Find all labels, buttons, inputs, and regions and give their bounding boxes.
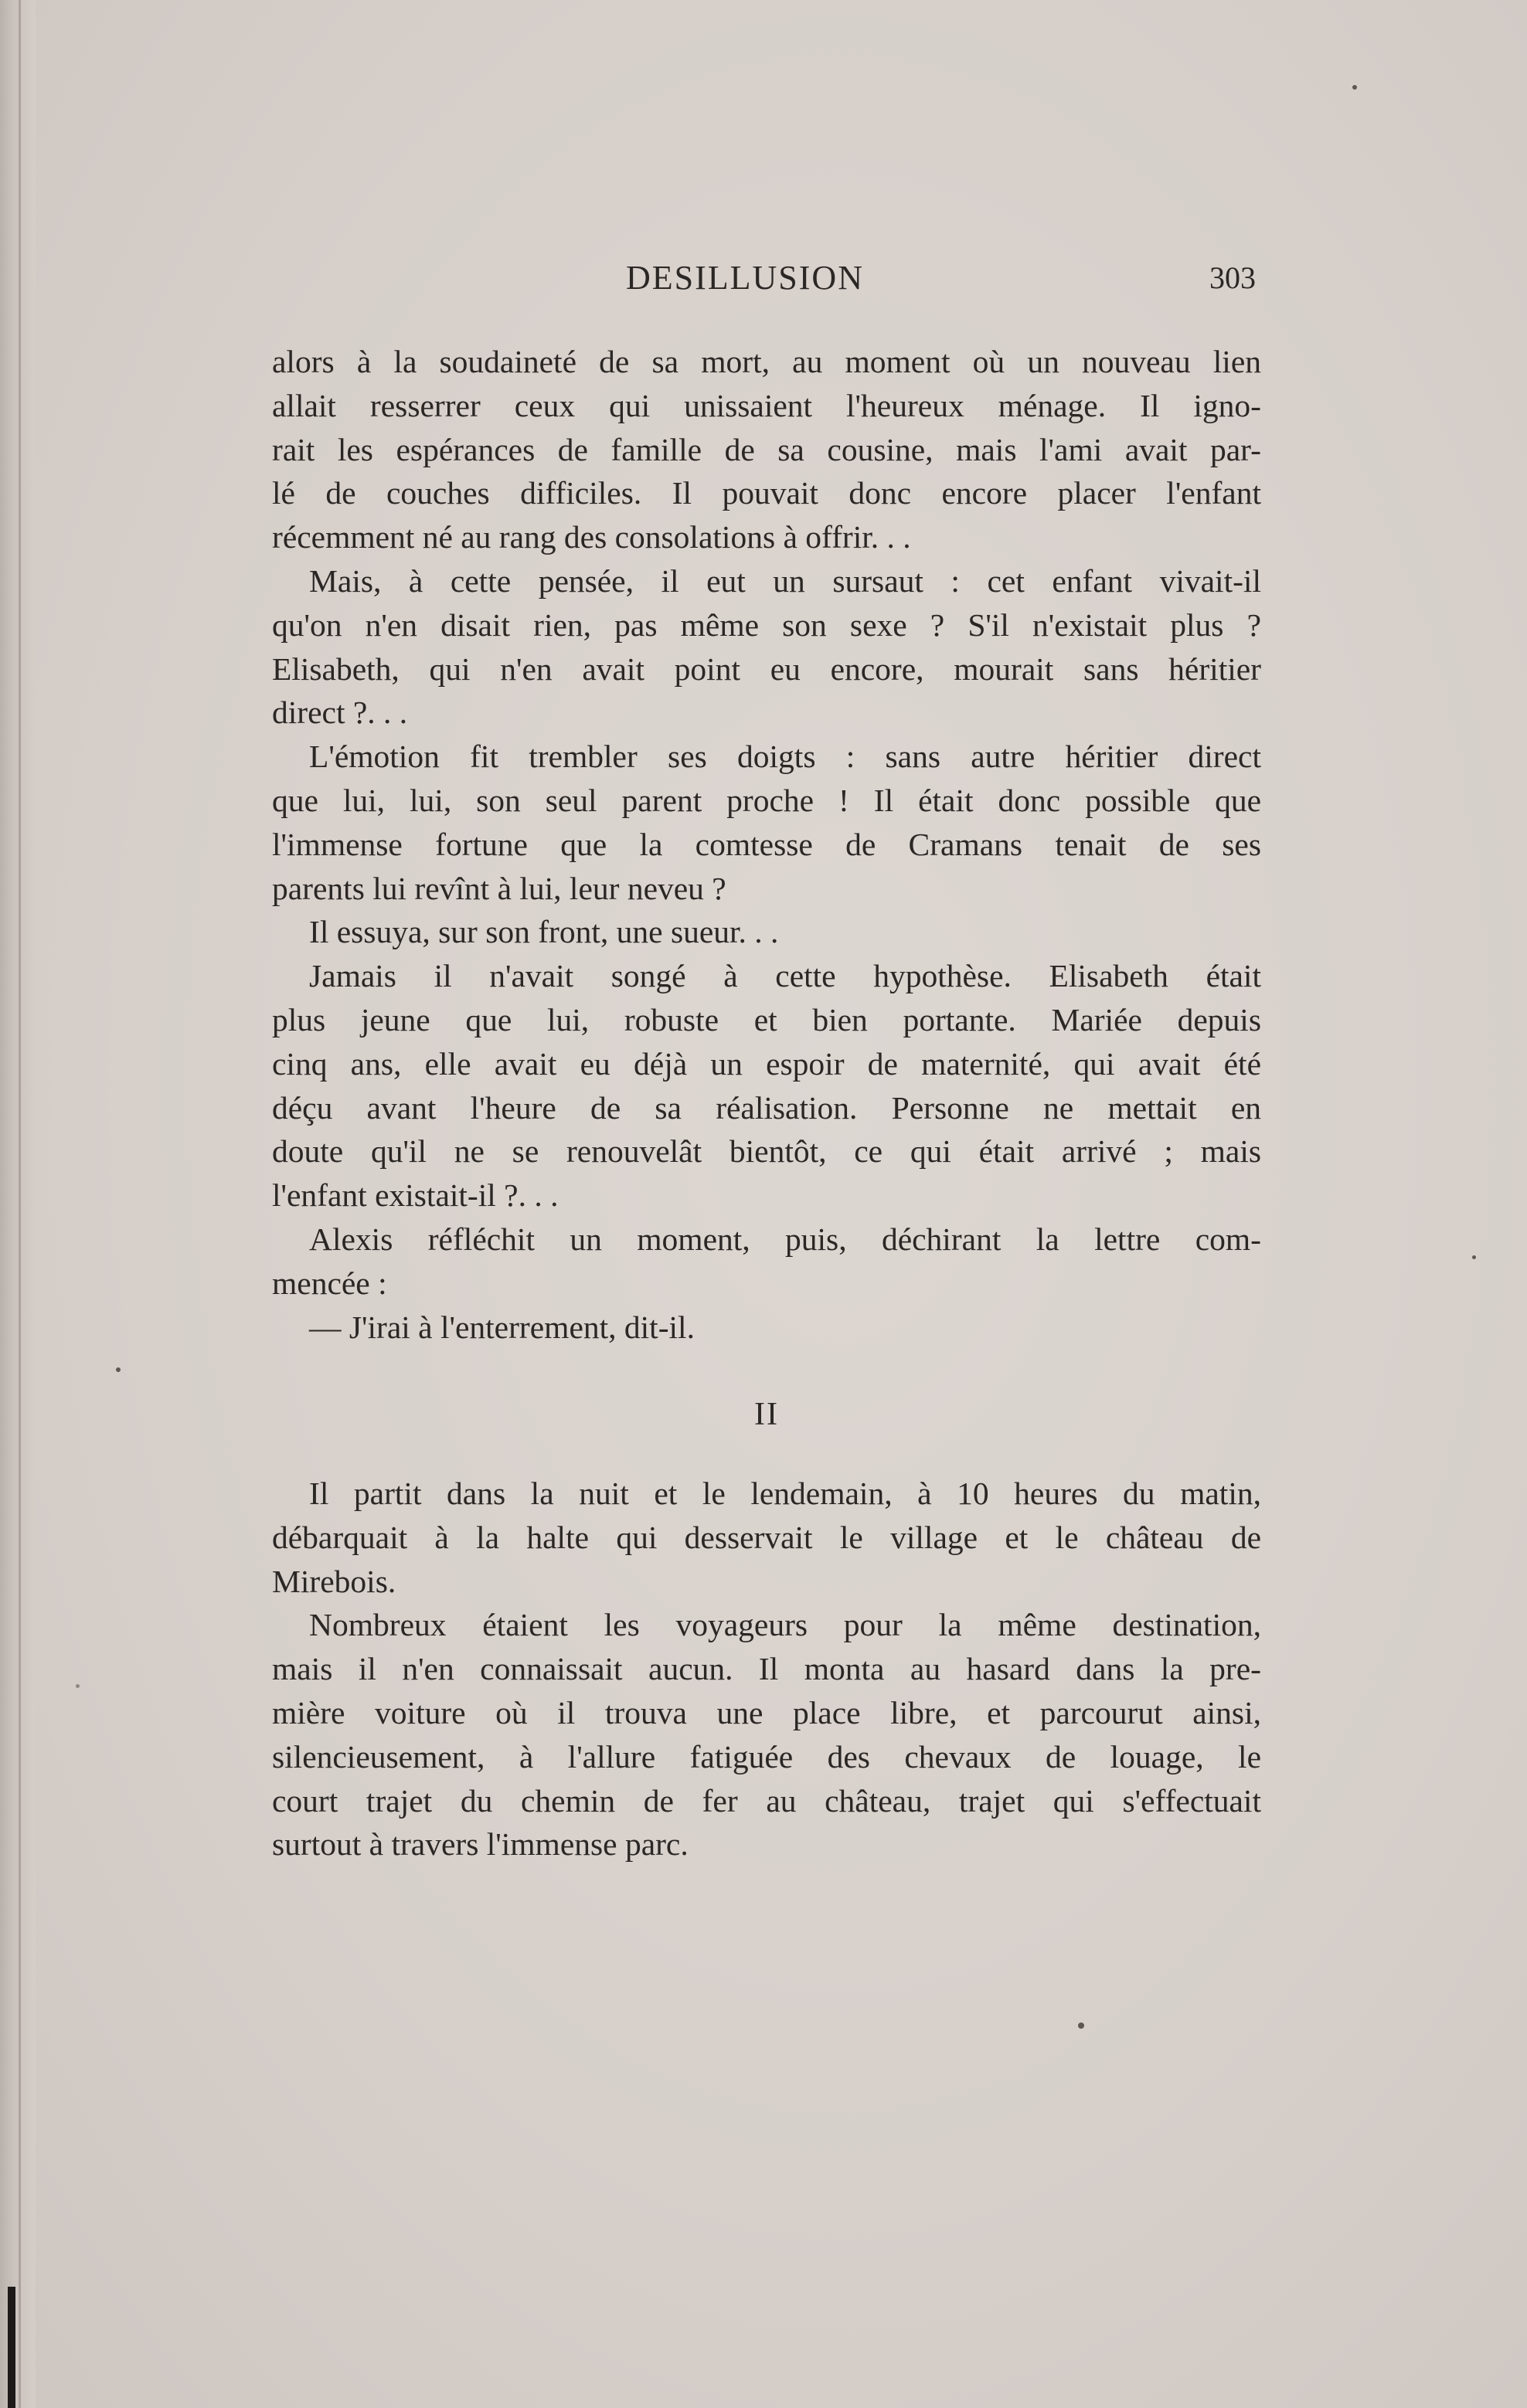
text-line: Alexis réfléchit un moment, puis, déchirant la lettre com- bbox=[309, 1221, 1261, 1257]
text-line: Elisabeth, qui n'en avait point eu encore, mourait sans héritier bbox=[272, 650, 1261, 687]
text-line: débarquait à la halte qui desservait le village et le château de bbox=[272, 1519, 1261, 1555]
paragraph bbox=[272, 1306, 1261, 1350]
text-line: doute qu'il ne se renouvelât bientôt, ce qui était arrivé ; mais bbox=[272, 1133, 1261, 1170]
text-line: mière voiture où il trouva une place libre, et parcourut ainsi, bbox=[272, 1694, 1261, 1730]
text-line: Il essuya, sur son front, une sueur. . . bbox=[309, 914, 779, 950]
body-text bbox=[272, 340, 1261, 1866]
text-line: Mais, à cette pensée, il eut un sursaut : cet enfant vivait-il bbox=[309, 562, 1261, 599]
text-line: que lui, lui, son seul parent proche ! Il était donc possible que bbox=[272, 782, 1261, 818]
text-line: rait les espérances de famille de sa cousine, mais l'ami avait par- bbox=[272, 431, 1261, 467]
text-line: alors à la soudaineté de sa mort, au moment où un nouveau lien bbox=[272, 344, 1261, 379]
text-line: court trajet du chemin de fer au château, trajet qui s'effectuait bbox=[272, 1782, 1261, 1819]
text-line: Il partit dans la nuit et le lendemain, à 10 heures du matin, bbox=[309, 1475, 1261, 1511]
page-number: 303 bbox=[1209, 260, 1256, 295]
running-title: DESILLUSION bbox=[626, 259, 864, 297]
binding-crease bbox=[19, 0, 21, 2408]
paragraph bbox=[272, 1603, 1261, 1866]
paper-speck bbox=[1078, 2023, 1084, 2029]
page-header bbox=[278, 255, 1256, 301]
text-line: plus jeune que lui, robuste et bien portante. Mariée depuis bbox=[272, 1001, 1261, 1038]
text-line: L'émotion fit trembler ses doigts : sans autre héritier direct bbox=[309, 739, 1261, 775]
paper-speck bbox=[1472, 1255, 1476, 1259]
paragraph bbox=[272, 954, 1261, 1218]
paper-speck bbox=[76, 1684, 80, 1688]
text-line: déçu avant l'heure de sa réalisation. Personne ne mettait en bbox=[272, 1089, 1261, 1126]
binding-dark-strip bbox=[8, 2287, 15, 2408]
text-line: silencieusement, à l'allure fatiguée des chevaux de louage, le bbox=[272, 1738, 1261, 1775]
paragraph bbox=[272, 340, 1261, 559]
section-number: II bbox=[754, 1397, 779, 1433]
text-line: direct ?. . . bbox=[272, 695, 408, 731]
text-line: Jamais il n'avait songé à cette hypothèse. Elisabeth était bbox=[309, 958, 1261, 994]
text-line: cinq ans, elle avait eu déjà un espoir de maternité, qui avait été bbox=[272, 1045, 1261, 1082]
text-line: allait resserrer ceux qui unissaient l'heureux ménage. Il igno- bbox=[272, 387, 1261, 423]
text-line: surtout à travers l'immense parc. bbox=[272, 1826, 689, 1863]
text-line: récemment né au rang des consolations à offrir. . . bbox=[272, 519, 911, 555]
paragraph bbox=[272, 910, 1261, 954]
text-line: lé de couches difficiles. Il pouvait donc encore placer l'enfant bbox=[272, 475, 1261, 511]
text-line: qu'on n'en disait rien, pas même son sexe ? S'il n'existait plus ? bbox=[272, 606, 1261, 643]
text-line: Nombreux étaient les voyageurs pour la même destination, bbox=[309, 1607, 1261, 1643]
text-line: l'enfant existait-il ?. . . bbox=[272, 1177, 559, 1214]
text-line: Mirebois. bbox=[272, 1563, 396, 1599]
paragraph bbox=[272, 559, 1261, 735]
paper-speck bbox=[116, 1367, 121, 1372]
paragraph bbox=[272, 1218, 1261, 1306]
paper-speck bbox=[1352, 85, 1357, 90]
text-line: l'immense fortune que la comtesse de Cramans tenait de ses bbox=[272, 826, 1261, 862]
text-line: — J'irai à l'enterrement, dit-il. bbox=[309, 1309, 695, 1345]
text-line: mais il n'en connaissait aucun. Il monta au hasard dans la pre- bbox=[272, 1651, 1261, 1687]
page-binding-edge bbox=[0, 0, 36, 2408]
text-line: parents lui revînt à lui, leur neveu ? bbox=[272, 870, 726, 906]
text-line: mencée : bbox=[272, 1265, 387, 1301]
paragraph bbox=[272, 735, 1261, 910]
paragraph bbox=[272, 1472, 1261, 1603]
